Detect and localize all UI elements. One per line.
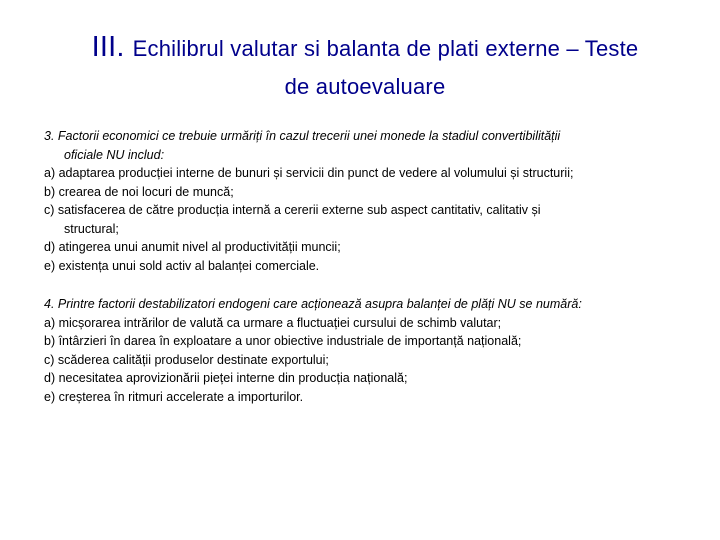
question-4 — [44, 295, 694, 406]
question-3 — [44, 127, 694, 275]
q4-option-a: a) micșorarea intrărilor de valută ca urmare a fluctuației cursului de schimb valutar; — [44, 315, 502, 330]
q3-option-c-continuation: structural; — [64, 221, 119, 236]
title-text-1: Echilibrul valutar si balanta de plati externe – Teste — [132, 36, 639, 61]
q3-option-c: c) satisfacerea de către producția internă a cererii externe sub aspect cantitativ, calitativ și — [44, 203, 541, 217]
slide-body — [44, 127, 694, 406]
q3-number-prefix — [44, 127, 694, 146]
q4-option-b: b) întârzieri în darea în exploatare a unor obiective industriale de importanță națională; — [44, 334, 522, 348]
q3-option-e: e) existența unui sold activ al balanței comerciale. — [44, 258, 320, 273]
section-gap — [44, 275, 694, 295]
q3-question-text: 3. Factorii economici ce trebuie urmăriți în cazul trecerii unei monede la stadiul convertibilității — [44, 129, 561, 143]
q3-question-continuation: oficiale NU includ: — [64, 147, 165, 162]
title-line-2: de autoevaluare — [284, 74, 446, 99]
slide-title — [40, 28, 690, 106]
q4-question-text: 4. Printre factorii destabilizatori endogeni care acționează asupra balanței de plăți NU se numără: — [44, 297, 582, 311]
q3-option-b: b) crearea de noi locuri de muncă; — [44, 184, 234, 199]
title-numeral: III. — [91, 31, 125, 63]
q3-option-a: a) adaptarea producției interne de bunuri și servicii din punct de vedere al volumului și structurii; — [44, 166, 574, 180]
q4-option-d: d) necesitatea aprovizionării pieței interne din producția națională; — [44, 371, 408, 385]
q4-option-e: e) creșterea în ritmuri accelerate a importurilor. — [44, 389, 304, 404]
q4-option-c: c) scăderea calității produselor destinate exportului; — [44, 352, 329, 367]
q3-option-d: d) atingerea unui anumit nivel al productivității muncii; — [44, 240, 341, 254]
title-line-1 — [40, 28, 690, 68]
